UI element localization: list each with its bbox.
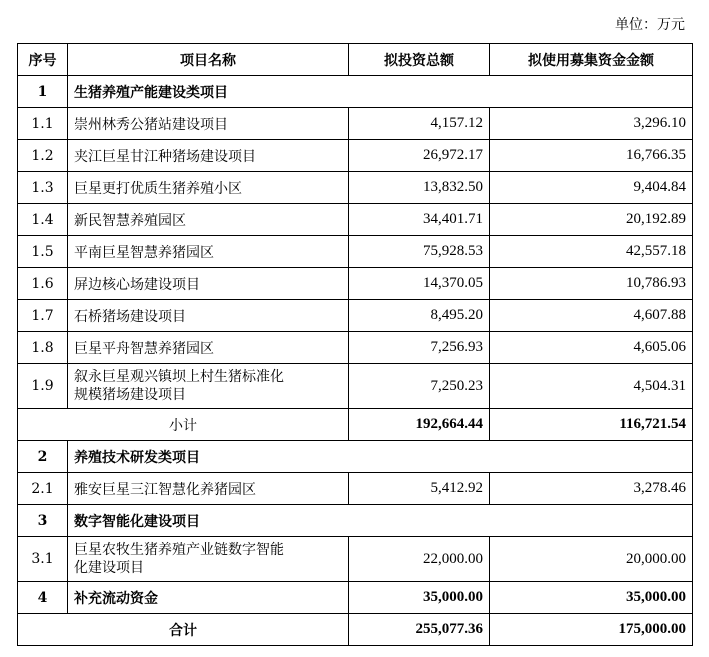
- row-raised: 4,504.31: [490, 364, 693, 409]
- row-seq: 1.8: [18, 332, 68, 364]
- section-investment: 35,000.00: [349, 582, 490, 614]
- row-seq: 1.2: [18, 140, 68, 172]
- table-header-row: [18, 44, 693, 76]
- row-project-name: 崇州林秀公猪站建设项目: [68, 108, 349, 140]
- table-row: [18, 204, 693, 236]
- row-seq: 2.1: [18, 473, 68, 505]
- row-investment: 22,000.00: [349, 537, 490, 582]
- grand-total-investment: 255,077.36: [349, 614, 490, 646]
- table-row: [18, 537, 693, 582]
- row-investment: 8,495.20: [349, 300, 490, 332]
- row-project-name-line1: 叙永巨星观兴镇坝上村生猪标准化: [74, 369, 284, 385]
- header-raised-funds: 拟使用募集资金金额: [490, 44, 693, 76]
- table-row: [18, 172, 693, 204]
- section-seq: 1: [18, 76, 68, 108]
- row-seq: 1.4: [18, 204, 68, 236]
- row-investment: 4,157.12: [349, 108, 490, 140]
- row-project-name: 平南巨星智慧养猪园区: [68, 236, 349, 268]
- row-seq: 1.9: [18, 364, 68, 409]
- row-investment: 14,370.05: [349, 268, 490, 300]
- row-investment: 13,832.50: [349, 172, 490, 204]
- section-raised: 35,000.00: [490, 582, 693, 614]
- row-investment: 7,250.23: [349, 364, 490, 409]
- row-project-name-line2: 化建设项目: [74, 560, 144, 576]
- row-investment: 34,401.71: [349, 204, 490, 236]
- row-project-name: 新民智慧养殖园区: [68, 204, 349, 236]
- row-raised: 20,000.00: [490, 537, 693, 582]
- subtotal-raised: 116,721.54: [490, 409, 693, 441]
- row-raised: 4,607.88: [490, 300, 693, 332]
- row-project-name: 雅安巨星三江智慧化养猪园区: [68, 473, 349, 505]
- table-row: [18, 140, 693, 172]
- row-project-name-line2: 规模猪场建设项目: [74, 387, 186, 403]
- row-raised: 10,786.93: [490, 268, 693, 300]
- row-raised: 20,192.89: [490, 204, 693, 236]
- table-row: [18, 236, 693, 268]
- row-project-name: 夹江巨星甘江种猪场建设项目: [68, 140, 349, 172]
- subtotal-investment: 192,664.44: [349, 409, 490, 441]
- row-investment: 7,256.93: [349, 332, 490, 364]
- table-row: [18, 332, 693, 364]
- subtotal-label: 小计: [18, 409, 349, 441]
- row-raised: 4,605.06: [490, 332, 693, 364]
- row-project-name: 屏边核心场建设项目: [68, 268, 349, 300]
- section-seq: 2: [18, 441, 68, 473]
- row-seq: 1.3: [18, 172, 68, 204]
- grand-total-raised: 175,000.00: [490, 614, 693, 646]
- table-row: [18, 473, 693, 505]
- section-title: 补充流动资金: [68, 582, 349, 614]
- section-seq: 3: [18, 505, 68, 537]
- section-title: 数字智能化建设项目: [68, 505, 693, 537]
- header-seq: 序号: [18, 44, 68, 76]
- table-row: [18, 364, 693, 409]
- row-seq: 1.1: [18, 108, 68, 140]
- row-raised: 3,296.10: [490, 108, 693, 140]
- subtotal-row: [18, 409, 693, 441]
- section-title: 养殖技术研发类项目: [68, 441, 693, 473]
- row-seq: 1.5: [18, 236, 68, 268]
- row-project-name: 石桥猪场建设项目: [68, 300, 349, 332]
- row-raised: 16,766.35: [490, 140, 693, 172]
- grand-total-row: [18, 614, 693, 646]
- section-row: [18, 441, 693, 473]
- row-project-name: 巨星更打优质生猪养殖小区: [68, 172, 349, 204]
- table-row: [18, 300, 693, 332]
- row-project-name: [68, 537, 349, 582]
- table-row: [18, 108, 693, 140]
- row-project-name-line1: 巨星农牧生猪养殖产业链数字智能: [74, 542, 284, 558]
- row-seq: 1.7: [18, 300, 68, 332]
- table-row: [18, 268, 693, 300]
- grand-total-label: 合计: [18, 614, 349, 646]
- row-project-name: 巨星平舟智慧养猪园区: [68, 332, 349, 364]
- row-raised: 3,278.46: [490, 473, 693, 505]
- row-investment: 26,972.17: [349, 140, 490, 172]
- row-seq: 3.1: [18, 537, 68, 582]
- row-seq: 1.6: [18, 268, 68, 300]
- header-total-investment: 拟投资总额: [349, 44, 490, 76]
- row-investment: 75,928.53: [349, 236, 490, 268]
- section-title: 生猪养殖产能建设类项目: [68, 76, 693, 108]
- header-project-name: 项目名称: [68, 44, 349, 76]
- row-project-name: [68, 364, 349, 409]
- section-row: [18, 582, 693, 614]
- section-row: [18, 505, 693, 537]
- row-raised: 42,557.18: [490, 236, 693, 268]
- row-investment: 5,412.92: [349, 473, 490, 505]
- unit-label: 单位：万元: [615, 17, 685, 33]
- section-seq: 4: [18, 582, 68, 614]
- fundraising-projects-table: [17, 43, 693, 646]
- section-row: [18, 76, 693, 108]
- row-raised: 9,404.84: [490, 172, 693, 204]
